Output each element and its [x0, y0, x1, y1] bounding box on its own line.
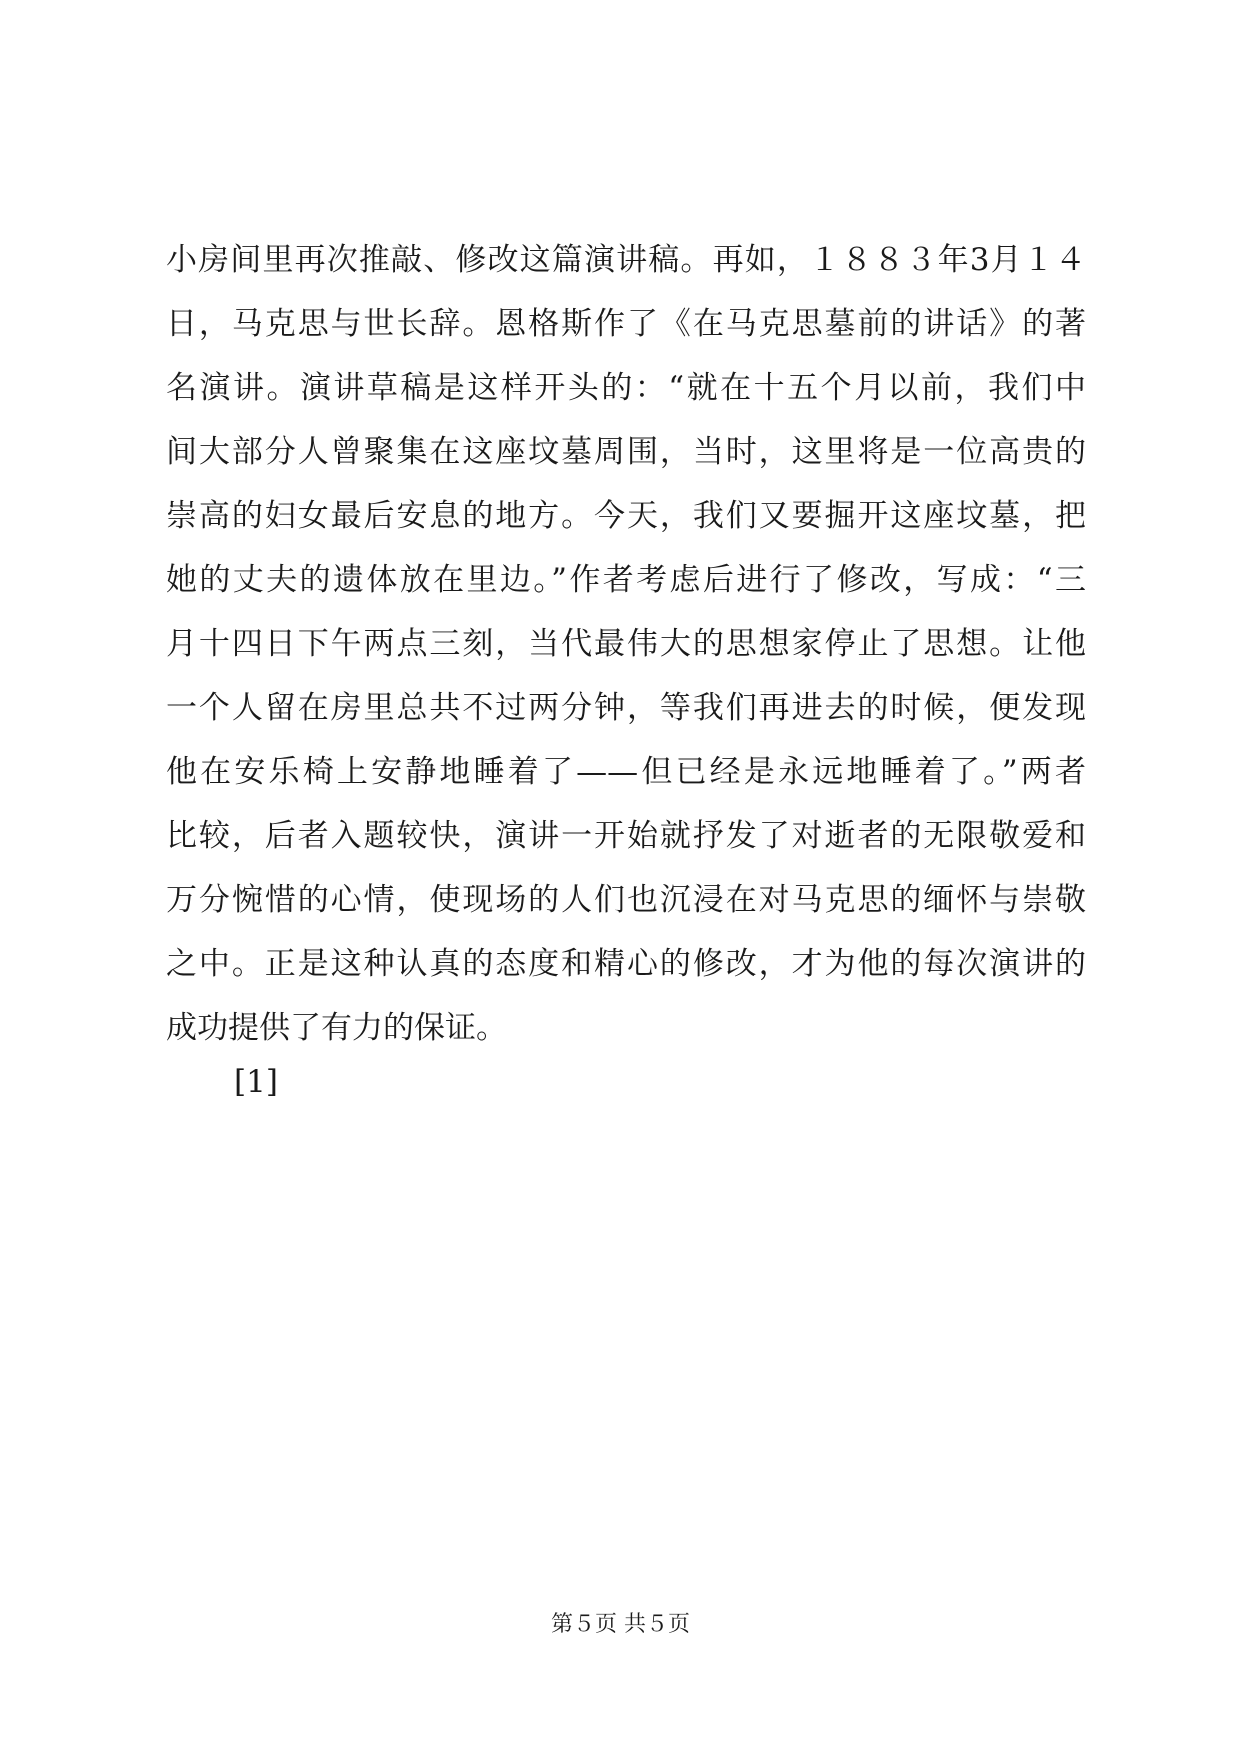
text-line: 比较，后者入题较快，演讲一开始就抒发了对逝者的无限敬爱和 [166, 818, 1086, 854]
text-line: 日，马克思与世长辞。恩格斯作了《在马克思墓前的讲话》的著 [166, 306, 1086, 342]
text-line: 月十四日下午两点三刻，当代最伟大的思想家停止了思想。让他 [166, 626, 1086, 662]
text-line: 间大部分人曾聚集在这座坟墓周围，当时，这里将是一位高贵的 [166, 434, 1086, 470]
body-text [166, 228, 1086, 1060]
text-line: 之中。正是这种认真的态度和精心的修改，才为他的每次演讲的 [166, 946, 1086, 982]
text-line: 崇高的妇女最后安息的地方。今天，我们又要掘开这座坟墓，把 [166, 498, 1086, 534]
text-line: 一个人留在房里总共不过两分钟，等我们再进去的时候，便发现 [166, 690, 1086, 726]
text-line: 她的丈夫的遗体放在里边。”作者考虑后进行了修改，写成：“三 [166, 562, 1086, 598]
text-line: 小房间里再次推敲、修改这篇演讲稿。再如，１８８３年3月１４ [166, 242, 1086, 278]
text-line: 万分惋惜的心情，使现场的人们也沉浸在对马克思的缅怀与崇敬 [166, 882, 1086, 918]
text-line: 名演讲。演讲草稿是这样开头的：“就在十五个月以前，我们中 [166, 370, 1086, 406]
text-line: 他在安乐椅上安静地睡着了——但已经是永远地睡着了。”两者 [166, 754, 1086, 790]
page-footer: 第５页 共５页 [551, 1612, 690, 1637]
reference-marker: [1] [234, 1064, 278, 1100]
text-line-last: 成功提供了有力的保证。 [166, 1010, 507, 1046]
